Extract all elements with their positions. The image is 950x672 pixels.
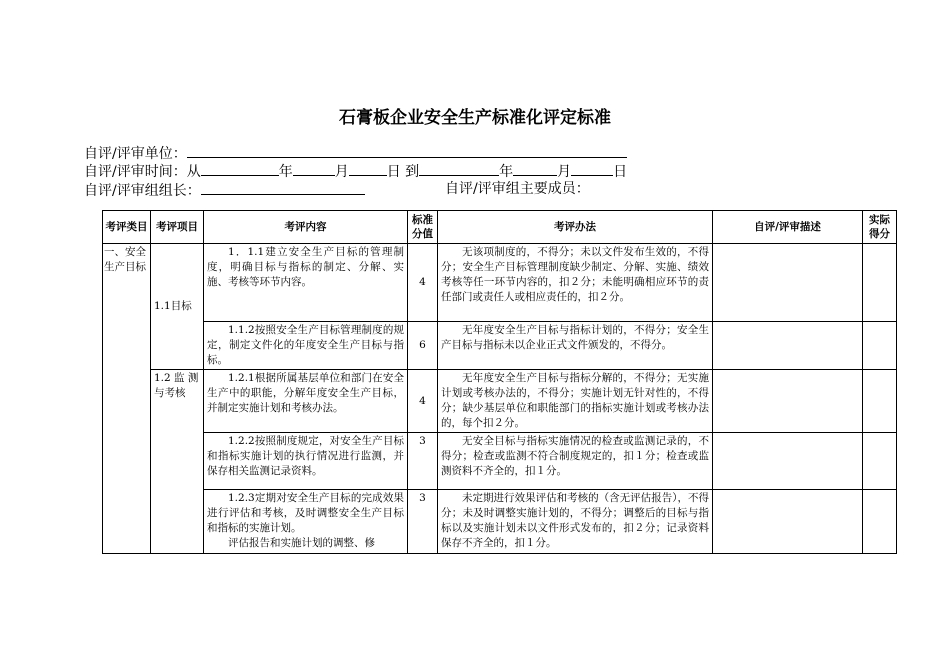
month-label-2: 月 xyxy=(557,164,572,180)
method-cell xyxy=(438,490,713,554)
month-label: 月 xyxy=(334,164,349,180)
content-text: 1.1.2按照安全生产目标管理制度的规定，制定文件化的年度安全生产目标与指标。 xyxy=(207,324,404,366)
method-cell xyxy=(438,370,713,433)
content-text: 1.2.2按照制度规定，对安全生产目标和指标实施计划的执行情况进行监测，并保存相关监测记录资料。 xyxy=(207,435,404,477)
method-text: 无年度安全生产目标与指标分解的，不得分；无实施计划或考核办法的，不得分；实施计划无针对性的，不得分；缺少基层单位和职能部门的指标实施计划或考核办法的，每个扣２分。 xyxy=(441,372,709,429)
from-month-blank xyxy=(293,161,335,176)
col-header-content: 考评内容 xyxy=(204,211,408,244)
col-header-project: 考评项目 xyxy=(151,211,204,244)
method-cell xyxy=(438,433,713,490)
col-header-score: 标准分值 xyxy=(408,211,438,244)
self-eval-description-cell[interactable] xyxy=(713,244,863,322)
score-cell: 3 xyxy=(408,433,438,490)
method-text: 无年度安全生产目标与指标计划的，不得分；安全生产目标与指标未以企业正式文件颁发的，不得分。 xyxy=(441,324,709,351)
from-day-blank xyxy=(349,161,387,176)
score-cell: 4 xyxy=(408,370,438,433)
self-eval-description-cell[interactable] xyxy=(713,490,863,554)
content-text: 1.2.3定期对安全生产目标的完成效果进行评估和考核，及时调整安全生产目标和指标的实施计划。 xyxy=(207,492,404,534)
col-header-method: 考评办法 xyxy=(438,211,713,244)
method-cell xyxy=(438,322,713,370)
method-cell xyxy=(438,244,713,322)
members-line xyxy=(445,180,590,198)
day-to-label: 日 到 xyxy=(386,164,420,180)
category-cell: 一、安全生产目标 xyxy=(103,244,151,554)
project-cell-target: 1.1目标 xyxy=(151,244,204,370)
actual-score-cell[interactable] xyxy=(863,322,897,370)
col-header-description: 自评/评审描述 xyxy=(713,211,863,244)
actual-score-cell[interactable] xyxy=(863,490,897,554)
table-row xyxy=(103,370,897,433)
score-cell: 3 xyxy=(408,490,438,554)
method-text: 无安全目标与指标实施情况的检查或监测记录的，不得分；检查或监测不符合制度规定的，扣１分；检查或监测资料不齐全的，扣１分。 xyxy=(441,435,709,477)
content-text: 1.2.1根据所属基层单位和部门在安全生产中的职能，分解年度安全生产目标，并制定实施计划和考核办法。 xyxy=(207,372,404,414)
unit-label: 自评/评审单位： xyxy=(84,146,187,162)
table-row xyxy=(103,322,897,370)
table-row xyxy=(103,244,897,322)
unit-line xyxy=(84,143,627,163)
leader-blank xyxy=(201,180,365,195)
content-cell xyxy=(204,490,408,554)
actual-score-cell[interactable] xyxy=(863,244,897,322)
day-label: 日 xyxy=(613,164,628,180)
leader-label: 自评/评审组组长： xyxy=(84,183,201,199)
content-cell xyxy=(204,244,408,322)
actual-score-cell[interactable] xyxy=(863,370,897,433)
content-cell xyxy=(204,322,408,370)
from-year-blank xyxy=(201,161,279,176)
method-text: 未定期进行效果评估和考核的（含无评估报告），不得分；未及时调整实施计划的，不得分；调整后的目标与指标以及实施计划未以文件形式发布的，扣２分；记录资料保存不齐全的，扣１分。 xyxy=(441,492,709,549)
leader-line xyxy=(84,180,365,200)
score-cell: 4 xyxy=(408,244,438,322)
time-label: 自评/评审时间：从 xyxy=(84,164,201,180)
project-cell-monitoring: 1.2 监 测与考核 xyxy=(151,370,204,554)
to-day-blank xyxy=(571,161,613,176)
self-eval-description-cell[interactable] xyxy=(713,433,863,490)
unit-blank xyxy=(187,143,627,158)
time-line xyxy=(84,161,627,181)
to-year-blank xyxy=(419,161,499,176)
members-label: 自评/评审组主要成员： xyxy=(445,181,590,197)
page-title: 石膏板企业安全生产标准化评定标准 xyxy=(339,108,611,128)
score-cell: 6 xyxy=(408,322,438,370)
table-row xyxy=(103,433,897,490)
year-label: 年 xyxy=(278,164,293,180)
content-text-continued: 评估报告和实施计划的调整、修 xyxy=(228,537,375,549)
table-header-row xyxy=(103,211,897,244)
self-eval-description-cell[interactable] xyxy=(713,322,863,370)
content-cell xyxy=(204,370,408,433)
content-text: 1．1.1建立安全生产目标的管理制度，明确目标与指标的制定、分解、实施、考核等环节内容。 xyxy=(207,246,404,288)
actual-score-cell[interactable] xyxy=(863,433,897,490)
to-month-blank xyxy=(513,161,557,176)
self-eval-description-cell[interactable] xyxy=(713,370,863,433)
year-label-2: 年 xyxy=(499,164,514,180)
col-header-actual-score: 实际得分 xyxy=(863,211,897,244)
table-row xyxy=(103,490,897,554)
content-cell xyxy=(204,433,408,490)
evaluation-table xyxy=(102,210,897,554)
col-header-category: 考评类目 xyxy=(103,211,151,244)
method-text: 无该项制度的，不得分；未以文件发布生效的，不得分；安全生产目标管理制度缺少制定、分解、实施、绩效考核等任一环节内容的，扣２分；未能明确相应环节的责任部门或责任人或相应责任的，扣２分。 xyxy=(441,246,709,303)
